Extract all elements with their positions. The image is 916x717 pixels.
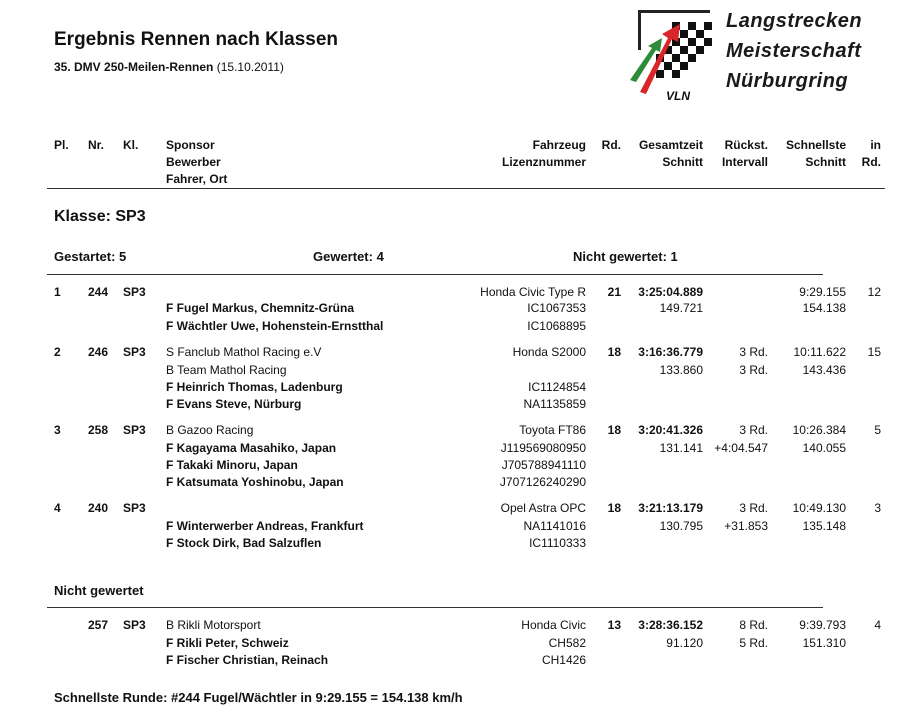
stat-gewertet: Gewertet: 4: [313, 249, 384, 264]
cell-nr: 258: [88, 423, 109, 437]
col-fahrzeug: [502, 137, 586, 171]
header-divider: [47, 188, 885, 189]
cell-rs: 8 Rd.: [739, 618, 768, 632]
col-gesamtzeit-label: Gesamtzeit: [638, 138, 703, 152]
logo-badge: VLN: [666, 89, 690, 103]
col-kl: Kl.: [123, 138, 139, 152]
col-lizenz-label: Lizenznummer: [501, 155, 586, 169]
table-row: [0, 617, 916, 634]
table-row: [0, 344, 916, 361]
col-gesamtzeit: [639, 137, 703, 171]
cell-gz: 3:28:36.152: [638, 618, 703, 632]
cell-rd: 18: [607, 501, 621, 515]
cell-kl: SP3: [123, 618, 146, 632]
cell-fz: J705788941110: [501, 458, 586, 472]
col-schnitt-label: Schnitt: [662, 155, 703, 169]
cell-rs: +4:04.547: [714, 441, 768, 455]
cell-kl: SP3: [123, 285, 146, 299]
table-row: [0, 284, 916, 301]
cell-sp: B Team Mathol Racing: [166, 363, 287, 377]
cell-fz: J707126240290: [499, 475, 586, 489]
cell-sp: F Winterwerber Andreas, Frankfurt: [166, 519, 364, 533]
table-row: [0, 518, 916, 535]
col-schnitt2-label: Schnitt: [805, 155, 846, 169]
stats-divider: [47, 274, 823, 275]
cell-sn: 140.055: [802, 441, 846, 455]
cell-fz: CH582: [548, 636, 586, 650]
table-row: [0, 318, 916, 335]
page-title: Ergebnis Rennen nach Klassen: [54, 29, 339, 50]
col-rd: Rd.: [601, 138, 621, 152]
cell-fz: Honda Civic Type R: [480, 285, 586, 299]
cell-fz: Honda Civic: [521, 618, 586, 632]
table-row: [0, 474, 916, 491]
cell-pl: 3: [54, 423, 61, 437]
col-fahrzeug-label: Fahrzeug: [532, 138, 586, 152]
cell-rs: 3 Rd.: [739, 423, 768, 437]
cell-sp: F Katsumata Yoshinobu, Japan: [166, 475, 344, 489]
cell-fz: IC1068895: [527, 319, 586, 333]
cell-fz: IC1110333: [529, 536, 586, 550]
cell-pl: 2: [54, 345, 61, 359]
table-row: [0, 457, 916, 474]
cell-sp: F Wächtler Uwe, Hohenstein-Ernstthal: [166, 319, 384, 333]
table-row: [0, 362, 916, 379]
table-row: [0, 379, 916, 396]
col-schnellste: [786, 137, 846, 171]
table-row: [0, 396, 916, 413]
class-heading: Klasse: SP3: [54, 208, 146, 225]
cell-sp: F Rikli Peter, Schweiz: [166, 636, 289, 650]
cell-fz: IC1124854: [528, 380, 586, 394]
cell-in: 15: [867, 345, 881, 359]
cell-in: 12: [867, 285, 881, 299]
cell-fz: Opel Astra OPC: [500, 501, 586, 515]
cell-kl: SP3: [123, 345, 146, 359]
cell-rd: 13: [607, 618, 621, 632]
logo-line-1: Langstrecken: [726, 10, 863, 32]
col-nr: Nr.: [88, 138, 105, 152]
cell-sn: 10:49.130: [792, 501, 846, 515]
logo-line-2: Meisterschaft: [726, 40, 862, 62]
cell-sp: F Fugel Markus, Chemnitz-Grüna: [166, 301, 355, 315]
cell-sn: 10:26.384: [792, 423, 846, 437]
cell-sp: F Fischer Christian, Reinach: [166, 653, 329, 667]
cell-rd: 18: [607, 423, 621, 437]
cell-nr: 246: [88, 345, 109, 359]
stat-nicht-gewertet: Nicht gewertet: 1: [573, 249, 678, 264]
event-subtitle: [54, 60, 284, 74]
cell-gz: 3:20:41.326: [638, 423, 703, 437]
col-pl: Pl.: [54, 138, 69, 152]
cell-sp: F Kagayama Masahiko, Japan: [166, 441, 337, 455]
col-bewerber-label: Bewerber: [166, 155, 221, 169]
cell-rs: 5 Rd.: [739, 636, 768, 650]
cell-gz: 133.860: [659, 363, 703, 377]
cell-rs: 3 Rd.: [739, 501, 768, 515]
col-in-rd-label: Rd.: [861, 155, 881, 169]
cell-fz: CH1426: [541, 653, 586, 667]
cell-fz: NA1135859: [523, 397, 586, 411]
cell-gz: 130.795: [659, 519, 703, 533]
col-in-rd: [862, 137, 881, 171]
cell-fz: IC1067353: [527, 301, 586, 315]
cell-fz: Honda S2000: [512, 345, 586, 359]
cell-gz: 3:25:04.889: [638, 285, 703, 299]
col-fahrer-label: Fahrer, Ort: [166, 172, 228, 186]
event-date: (15.10.2011): [216, 60, 284, 74]
cell-kl: SP3: [123, 501, 146, 515]
cell-sp: F Evans Steve, Nürburg: [166, 397, 302, 411]
table-row: [0, 422, 916, 439]
vln-logo: [622, 8, 892, 104]
cell-nr: 257: [88, 618, 109, 632]
cell-sp: B Gazoo Racing: [166, 423, 254, 437]
cell-gz: 3:16:36.779: [638, 345, 703, 359]
cell-sn: 154.138: [802, 301, 846, 315]
cell-sn: 9:39.793: [799, 618, 846, 632]
cell-sp: B Rikli Motorsport: [166, 618, 261, 632]
cell-gz: 131.141: [659, 441, 703, 455]
col-sponsor: [166, 137, 227, 188]
cell-rd: 18: [607, 345, 621, 359]
table-row: [0, 635, 916, 652]
table-row: [0, 300, 916, 317]
cell-gz: 149.721: [659, 301, 703, 315]
fastest-lap-note: Schnellste Runde: #244 Fugel/Wächtler in 9:29.155 = 154.138 km/h: [54, 690, 463, 705]
cell-sp: F Heinrich Thomas, Ladenburg: [166, 380, 343, 394]
table-row: [0, 652, 916, 669]
col-rueckst-label: Rückst.: [724, 138, 768, 152]
cell-fz: Toyota FT86: [519, 423, 586, 437]
cell-fz: NA1141016: [523, 519, 586, 533]
logo-line-3: Nürburgring: [726, 70, 849, 92]
cell-sp: F Takaki Minoru, Japan: [166, 458, 298, 472]
cell-pl: 4: [54, 501, 61, 515]
cell-rd: 21: [607, 285, 621, 299]
cell-rs: 3 Rd.: [739, 345, 768, 359]
cell-sn: 9:29.155: [799, 285, 846, 299]
cell-sn: 10:11.622: [793, 345, 846, 359]
col-rueckst: [722, 137, 768, 171]
not-classified-divider: [47, 607, 823, 608]
cell-sn: 135.148: [802, 519, 846, 533]
cell-sp: S Fanclub Mathol Racing e.V: [166, 345, 322, 359]
table-row: [0, 440, 916, 457]
checkered-flag-icon: [622, 8, 722, 104]
col-in-label: in: [870, 138, 881, 152]
cell-in: 3: [874, 501, 881, 515]
cell-fz: J119569080950: [500, 441, 586, 455]
not-classified-heading: Nicht gewertet: [54, 583, 144, 598]
cell-nr: 244: [88, 285, 109, 299]
cell-sn: 143.436: [802, 363, 846, 377]
cell-kl: SP3: [123, 423, 146, 437]
cell-gz: 91.120: [666, 636, 703, 650]
cell-in: 5: [874, 423, 881, 437]
col-intervall-label: Intervall: [721, 155, 768, 169]
cell-sp: F Stock Dirk, Bad Salzuflen: [166, 536, 322, 550]
table-row: [0, 535, 916, 552]
cell-gz: 3:21:13.179: [638, 501, 703, 515]
cell-in: 4: [874, 618, 881, 632]
cell-sn: 151.310: [802, 636, 846, 650]
cell-rs: 3 Rd.: [739, 363, 768, 377]
event-name: 35. DMV 250-Meilen-Rennen: [54, 60, 214, 74]
cell-nr: 240: [88, 501, 109, 515]
table-row: [0, 500, 916, 517]
col-sponsor-label: Sponsor: [166, 138, 215, 152]
col-schnellste-label: Schnellste: [785, 138, 846, 152]
cell-rs: +31.853: [724, 519, 768, 533]
stat-gestartet: Gestartet: 5: [54, 249, 127, 264]
cell-pl: 1: [54, 285, 61, 299]
